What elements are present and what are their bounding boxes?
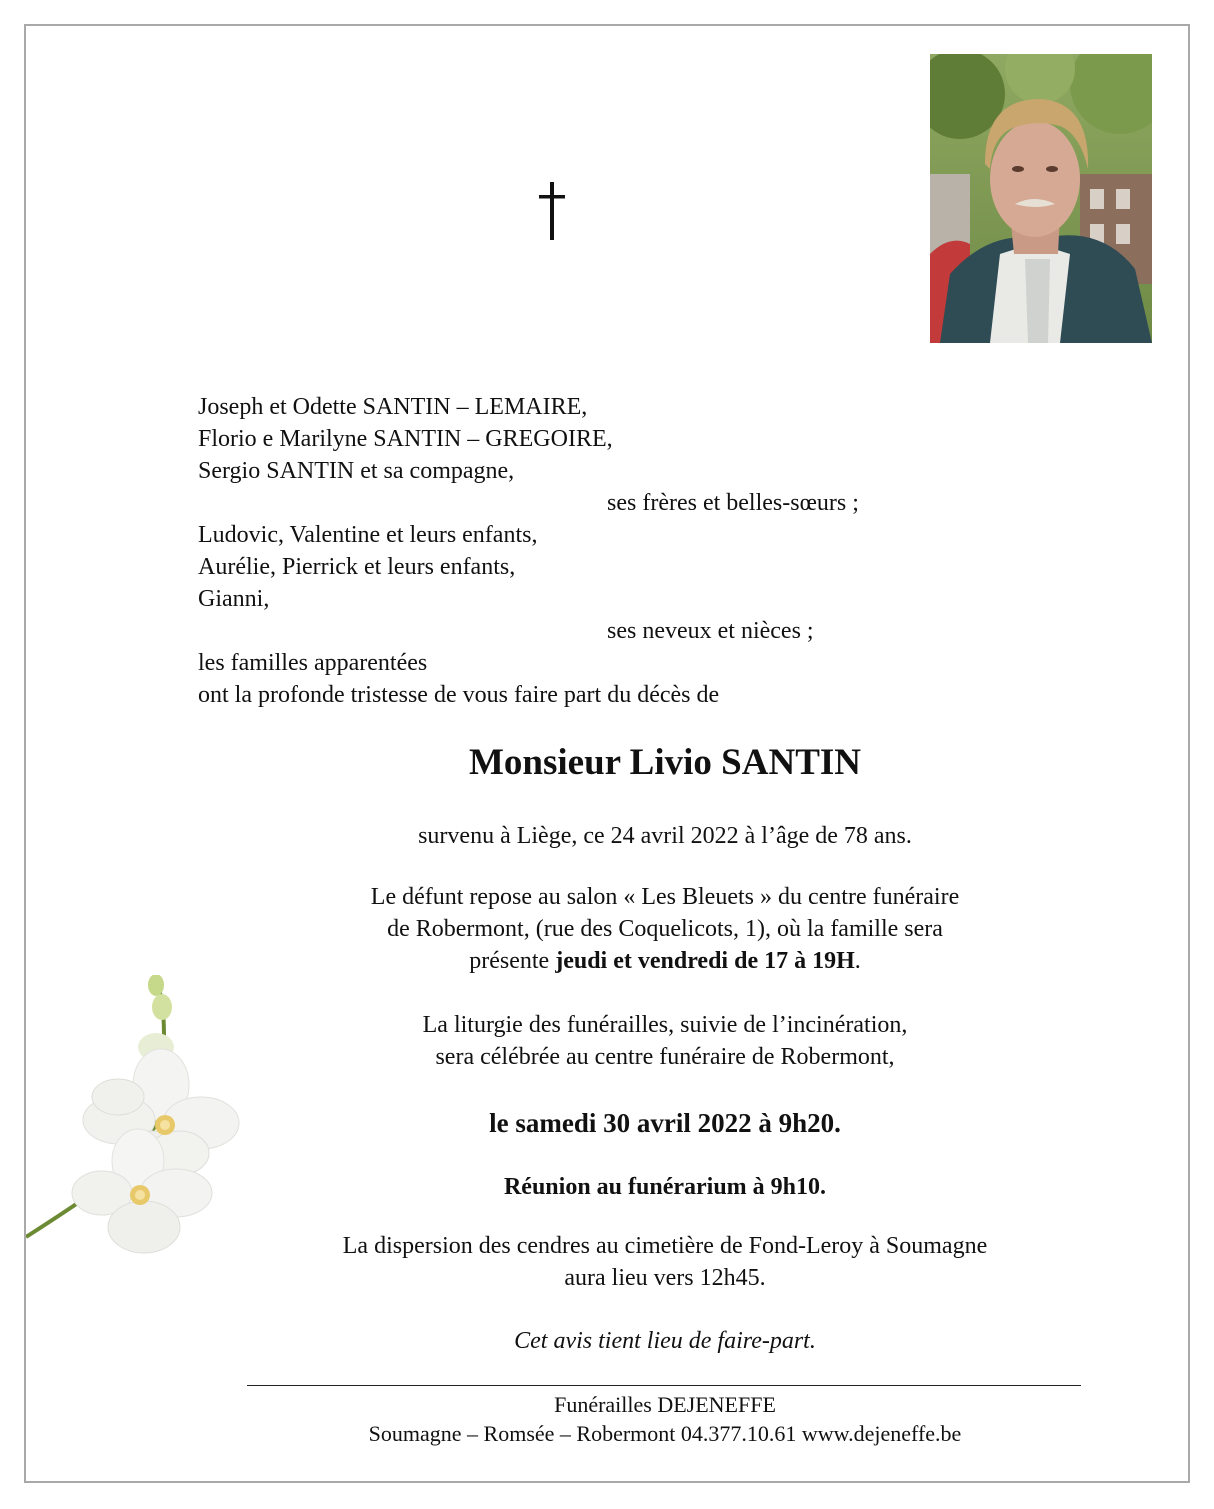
liturgy-line-1: La liturgie des funérailles, suivie de l’incinération, <box>422 1012 908 1038</box>
dispersion-line-2: aura lieu vers 12h45. <box>564 1265 766 1291</box>
dispersion-line-1: La dispersion des cendres au cimetière de Fond-Leroy à Soumagne <box>342 1233 988 1259</box>
deceased-name: Monsieur Livio SANTIN <box>469 742 861 783</box>
repose-line-3 <box>220 945 1110 977</box>
family-line-6: Gianni, <box>198 586 270 612</box>
family-line-1: Joseph et Odette SANTIN – LEMAIRE, <box>198 394 588 420</box>
footer-contact: Soumagne – Romsée – Robermont 04.377.10.61 www.dejeneffe.be <box>368 1421 962 1446</box>
footer-divider <box>247 1385 1081 1386</box>
relation-nephews: ses neveux et nièces ; <box>607 618 814 644</box>
notice-text: Cet avis tient lieu de faire-part. <box>514 1328 816 1354</box>
meeting-info: Réunion au funérarium à 9h10. <box>503 1174 827 1200</box>
family-line-5: Aurélie, Pierrick et leurs enfants, <box>198 554 516 580</box>
cross-icon <box>536 180 568 242</box>
portrait-photo <box>930 54 1152 343</box>
family-line-2: Florio e Marilyne SANTIN – GREGOIRE, <box>198 426 613 452</box>
repose-line-1: Le défunt repose au salon « Les Bleuets » du centre funéraire <box>370 884 960 910</box>
death-info: survenu à Liège, ce 24 avril 2022 à l’âge de 78 ans. <box>418 823 912 849</box>
liturgy-line-2: sera célébrée au centre funéraire de Robermont, <box>435 1044 895 1070</box>
visiting-hours: jeudi et vendredi de 17 à 19H <box>555 948 855 974</box>
repose-suffix: . <box>854 948 861 974</box>
family-line-3: Sergio SANTIN et sa compagne, <box>198 458 515 484</box>
footer-company: Funérailles DEJENEFFE <box>554 1392 776 1417</box>
relation-siblings: ses frères et belles-sœurs ; <box>607 490 859 516</box>
family-line-7: les familles apparentées <box>198 650 428 676</box>
repose-line-2: de Robermont, (rue des Coquelicots, 1), où la famille sera <box>387 916 943 942</box>
ceremony-date: le samedi 30 avril 2022 à 9h20. <box>489 1108 841 1138</box>
orchid-icon <box>26 975 246 1265</box>
family-line-4: Ludovic, Valentine et leurs enfants, <box>198 522 538 548</box>
announcement-line: ont la profonde tristesse de vous faire part du décès de <box>198 682 720 708</box>
repose-prefix: présente <box>469 948 556 974</box>
